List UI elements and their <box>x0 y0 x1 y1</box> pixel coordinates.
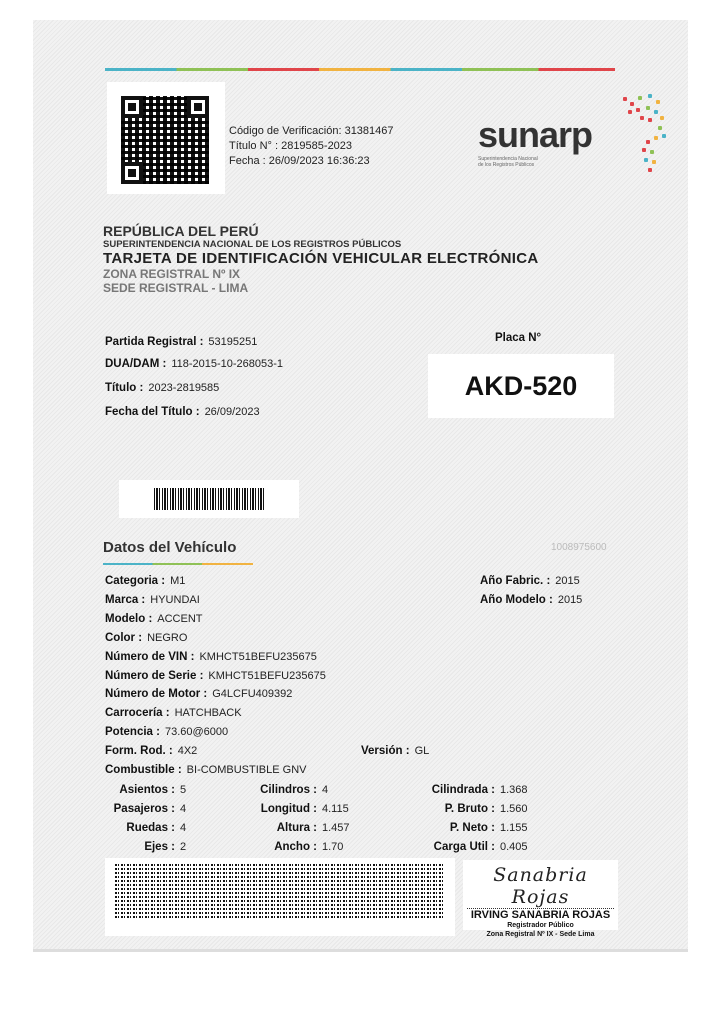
spec-value: 1.457 <box>322 822 350 834</box>
placa-label: Placa N° <box>495 332 542 344</box>
section-title: Datos del Vehículo <box>103 539 237 556</box>
logo-word: sunarp <box>478 114 593 155</box>
signer-role: Registrador Público <box>507 922 574 929</box>
fecha-row: Fecha del Título : 26/09/2023 <box>105 406 260 418</box>
field-label: Modelo : <box>105 612 153 625</box>
spec-value: 4.115 <box>322 803 349 815</box>
spec-field <box>177 837 343 855</box>
field-label: Form. Rod. : <box>105 745 173 758</box>
spec-field <box>177 780 328 798</box>
signer-zone: Zona Registral Nº IX - Sede Lima <box>486 931 595 938</box>
field-label: Número de VIN : <box>105 650 195 663</box>
pdf417-barcode <box>105 858 455 936</box>
signer-name: IRVING SANABRIA ROJAS <box>467 908 614 921</box>
field-label: Potencia : <box>105 726 160 739</box>
version-row: Versión : GL <box>361 745 430 757</box>
verification-titulo: Título N° : 2819585-2023 <box>229 140 353 152</box>
vehicle-field <box>105 571 185 589</box>
vehicle-field <box>105 722 228 740</box>
spec-label: Longitud : <box>260 803 317 815</box>
anio-modelo-row: Año Modelo : 2015 <box>480 594 583 606</box>
signature-block <box>463 860 618 938</box>
field-label: Categoria : <box>105 575 166 587</box>
spec-value: 1.560 <box>500 803 528 815</box>
logo-sub1: Superintendencia Nacional <box>478 156 538 162</box>
spec-field <box>355 799 528 817</box>
spec-value: 5 <box>180 784 187 796</box>
spec-value: 1.155 <box>500 822 528 834</box>
vehicle-field <box>105 647 317 665</box>
spec-field <box>35 818 186 836</box>
country: REPÚBLICA DEL PERÚ <box>103 223 259 239</box>
anio-fabric-row: Año Fabric. : 2015 <box>480 575 580 587</box>
section-underline <box>103 563 253 565</box>
serial-number: 1008975600 <box>551 542 607 553</box>
verification-code: Código de Verificación: 31381467 <box>229 125 394 137</box>
spec-label: Ejes : <box>144 841 175 853</box>
spec-field <box>177 799 349 817</box>
spec-label: P. Bruto : <box>444 803 495 815</box>
spec-label: Ancho : <box>274 841 317 853</box>
zona: ZONA REGISTRAL Nº IX <box>103 267 241 281</box>
field-value: HATCHBACK <box>174 707 242 720</box>
spec-value: 4 <box>322 784 329 796</box>
spec-field <box>355 780 528 798</box>
spec-field <box>35 837 186 855</box>
field-value: NEGRO <box>147 631 188 644</box>
partida-row: Partida Registral : 53195251 <box>105 336 258 348</box>
spec-label: Cilindrada : <box>431 784 495 796</box>
document-title: TARJETA DE IDENTIFICACIÓN VEHICULAR ELECTRÓNICA <box>103 250 539 267</box>
field-value: BI-COMBUSTIBLE GNV <box>186 764 307 776</box>
spec-field <box>35 799 186 817</box>
dua-row: DUA/DAM : 118-2015-10-268053-1 <box>105 358 284 370</box>
placa-number: AKD-520 <box>428 354 614 418</box>
spec-value: 2 <box>180 841 187 853</box>
field-label: Color : <box>105 631 143 644</box>
spec-field <box>355 837 528 855</box>
spec-label: Ruedas : <box>126 822 175 834</box>
qr-code[interactable] <box>107 82 225 194</box>
barcode <box>119 480 299 518</box>
vehicle-field <box>105 590 200 608</box>
sede: SEDE REGISTRAL - LIMA <box>103 281 249 295</box>
verification-fecha: Fecha : 26/09/2023 16:36:23 <box>229 155 370 167</box>
field-value: M1 <box>170 575 186 587</box>
logo-dots-icon <box>618 92 663 182</box>
spec-label: Cilindros : <box>260 784 317 796</box>
spec-field <box>355 818 528 836</box>
field-label: Combustible : <box>105 764 182 776</box>
field-label: Número de Motor : <box>105 688 208 701</box>
field-value: HYUNDAI <box>150 593 200 606</box>
agency: SUPERINTENDENCIA NACIONAL DE LOS REGISTROS PÚBLICOS <box>103 239 402 250</box>
spec-label: Altura : <box>276 822 317 834</box>
vehicle-field <box>105 684 292 702</box>
vehicle-field <box>105 703 242 721</box>
spec-label: Asientos : <box>119 784 175 796</box>
vehicle-field <box>105 666 326 684</box>
field-value: 4X2 <box>177 745 198 758</box>
spec-value: 4 <box>180 822 187 834</box>
field-value: G4LCFU409392 <box>212 688 293 701</box>
spec-field <box>177 818 350 836</box>
field-label: Marca : <box>105 593 146 606</box>
spec-value: 1.70 <box>322 841 344 853</box>
signature: Sanabria Rojas <box>493 864 588 908</box>
verification-info <box>229 124 394 169</box>
field-value: KMHCT51BEFU235675 <box>208 669 326 682</box>
field-label: Número de Serie : <box>105 669 204 682</box>
color-rule <box>105 68 615 71</box>
vehicle-field <box>105 609 203 627</box>
logo-sub2: de los Registros Públicos <box>478 162 535 168</box>
field-value: ACCENT <box>157 612 203 625</box>
vehicle-field <box>105 628 187 646</box>
spec-value: 1.368 <box>500 784 528 796</box>
field-value: KMHCT51BEFU235675 <box>199 650 317 663</box>
spec-label: Pasajeros : <box>113 803 175 815</box>
vehicle-field <box>105 741 197 759</box>
spec-label: Carga Util : <box>433 841 495 853</box>
vehicle-id-card <box>33 20 688 952</box>
sunarp-logo <box>478 92 592 168</box>
spec-value: 0.405 <box>500 841 528 853</box>
field-value: 73.60@6000 <box>164 726 229 739</box>
spec-label: P. Neto : <box>449 822 495 834</box>
spec-value: 4 <box>180 803 187 815</box>
field-label: Carrocería : <box>105 707 170 720</box>
vehicle-field <box>105 760 306 778</box>
titulo-row: Título : 2023-2819585 <box>105 382 220 394</box>
spec-field <box>35 780 186 798</box>
